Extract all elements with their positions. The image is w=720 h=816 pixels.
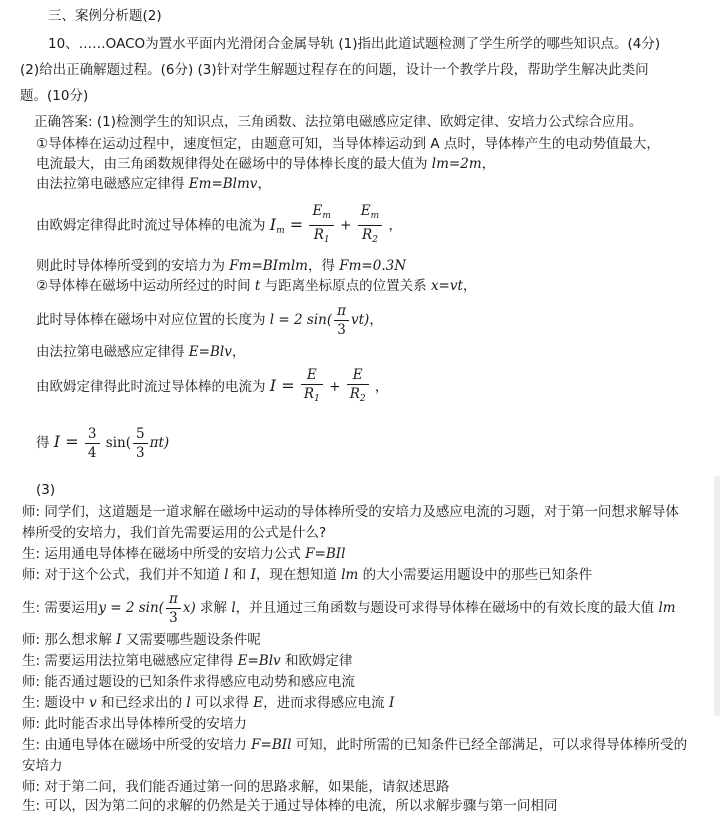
- fraction-5-3: $\frac{5}{3}$: [133, 425, 148, 462]
- ohm-law-line-1: 由欧姆定律得此时流过导体棒的电流为 $I_m$ = $\frac{E_m}{R_1}$ + $\frac{E_m}{R_2}$ ，: [36, 202, 402, 251]
- question-line-3: 题。(10分): [20, 88, 89, 104]
- dialog-line-1: 师: 同学们，这道题是一道求解在磁场中运动的导体棒所受的安培力及感应电流的习题，对于第一问想求解导体: [22, 504, 679, 520]
- dialog-line-2: 棒所受的安培力，我们首先需要运用的公式是什么?: [22, 525, 327, 541]
- result-line: 得 I = $\frac{3}{4}$ sin( $\frac{5}{3}$ πt): [36, 425, 170, 461]
- dialog-line-7: 生: 需要运用法拉第电磁感应定律得 E=Blv 和欧姆定律: [22, 653, 353, 669]
- section-title: 三、案例分析题(2): [48, 8, 162, 24]
- dialog-line-4: 师: 对于这个公式，我们并不知道 l 和 I，现在想知道 lm 的大小需要运用题设中的那些已知条件: [22, 567, 593, 583]
- scrollbar[interactable]: [714, 476, 720, 716]
- em-formula: Em=Blmv: [188, 176, 258, 192]
- question-line-1: 10、……OACO为置水平面内光滑闭合金属导轨 (1)指出此道试题检测了学生所学的哪些知识点。(4分): [48, 36, 661, 52]
- lm-value: lm=2m: [431, 156, 482, 172]
- part3-label: (3): [36, 482, 56, 498]
- dialog-line-6: 师: 那么想求解 I 又需要哪些题设条件呢: [22, 632, 261, 648]
- answer-p2-line-1: ②导体棒在磁场中运动所经过的时间 t 与距离坐标原点的位置关系 x=vt，: [36, 278, 477, 294]
- answer-intro: 正确答案: (1)检测学生的知识点，三角函数、法拉第电磁感应定律、欧姆定律、安培力公式综合应用。: [34, 114, 643, 130]
- dialog-line-13: 师: 对于第二问，我们能否通过第一问的思路求解，如果能，请叙述思路: [22, 779, 450, 795]
- dialog-line-14: 生: 可以，因为第二问的求解的仍然是关于通过导体棒的电流，所以求解步骤与第一问相同: [22, 798, 558, 814]
- question-line-2: (2)给出正确解题过程。(6分) (3)针对学生解题过程存在的问题，设计一个教学片段，帮助学生解决此类问: [20, 62, 649, 78]
- faraday-line-2: 由法拉第电磁感应定律得 E=Blv，: [36, 344, 246, 360]
- dialog-line-5: 生: 需要运用y = 2 sin( $\frac{\pi}{3}$ x) 求解 l，并且通过三角函数与题设可求得导体棒在磁场中的有效长度的最大值 lm: [22, 590, 676, 626]
- dialog-line-9: 生: 题设中 v 和已经求出的 l 可以求得 E，进而求得感应电流 I: [22, 695, 395, 711]
- dialog-line-3: 生: 运用通电导体棒在磁场中所受的安培力公式 F=BIl: [22, 546, 346, 562]
- answer-p1-line-1: ①导体棒在运动过程中，速度恒定，由题意可知，当导体棒运动到 A 点时，导体棒产生的电动势值最大，: [36, 136, 660, 152]
- dialog-line-10: 师: 此时能否求出导体棒所受的安培力: [22, 716, 247, 732]
- ampere-force-line: 则此时导体棒所受到的安培力为 Fm=BImlm，得 Fm=0.3N: [36, 258, 407, 274]
- ohm-law-line-2: 由欧姆定律得此时流过导体棒的电流为 I = $\frac{E}{R_1}$ + $\frac{E}{R_2}$ ，: [36, 366, 388, 408]
- fraction-em-r2: $\frac{E_m}{R_2}$: [358, 202, 382, 249]
- answer-p1-line-3: 由法拉第电磁感应定律得 Em=Blmv，: [36, 176, 271, 192]
- length-formula-line: 此时导体棒在磁场中对应位置的长度为 l = 2 sin( $\frac{\pi}{3}$ vt)，: [36, 302, 383, 338]
- dialog-line-8: 师: 能否通过题设的已知条件求得感应电动势和感应电流: [22, 674, 355, 690]
- fraction-3-4: $\frac{3}{4}$: [85, 425, 100, 462]
- answer-p1-line-2: 电流最大，由三角函数规律得处在磁场中的导体棒长度的最大值为 lm=2m，: [36, 156, 496, 172]
- dialog-line-12: 安培力: [22, 758, 63, 774]
- fraction-e-r2: $\frac{E}{R_2}$: [347, 366, 369, 408]
- fraction-em-r1: $\frac{E_m}{R_1}$: [309, 202, 333, 249]
- fraction-e-r1: $\frac{E}{R_1}$: [301, 366, 323, 408]
- fraction-pi-3: $\frac{\pi}{3}$: [334, 302, 349, 339]
- fraction-pi-3-dialog: $\frac{\pi}{3}$: [166, 590, 181, 627]
- dialog-line-11: 生: 由通电导体在磁场中所受的安培力 F=BIl 可知，此时所需的已知条件已经全部满足，可以求得导体棒所受的: [22, 737, 688, 753]
